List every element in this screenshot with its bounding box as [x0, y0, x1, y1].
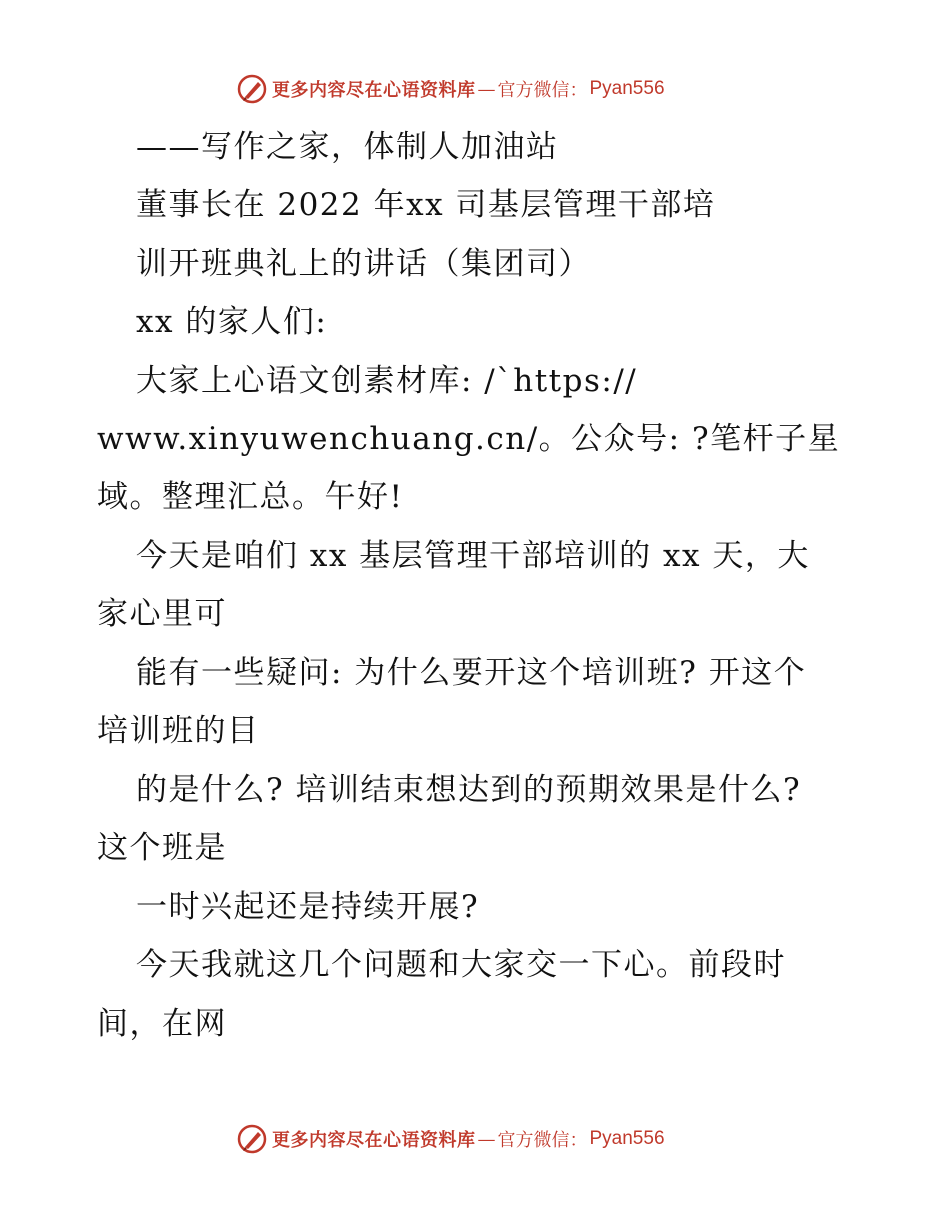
pen-in-circle-logo-icon — [236, 73, 268, 105]
text-line: 今天我就这几个问题和大家交一下心。前段时 — [136, 947, 786, 983]
text-line: 今天是咱们 xx 基层管理干部培训的 xx 天，大 — [136, 538, 810, 574]
banner-label: 官方微信： — [497, 80, 588, 101]
text-line: 培训班的目 — [97, 713, 260, 749]
text-line: xx 的家人们: — [136, 304, 328, 340]
text-line: 这个班是 — [97, 830, 227, 866]
text-line: 家心里可 — [97, 596, 227, 632]
banner-main-text: 更多内容尽在心语资料库 — [272, 80, 476, 101]
header-banner — [236, 72, 665, 106]
text-line: www.xinyuwenchuang.cn/。公众号: ?笔杆子星 — [97, 421, 841, 457]
text-line: 一时兴起还是持续开展? — [136, 889, 480, 925]
footer-banner — [236, 1122, 665, 1156]
banner-label: 官方微信： — [497, 1130, 588, 1151]
text-line: 能有一些疑问: 为什么要开这个培训班? 开这个 — [136, 655, 807, 691]
text-line: 域。整理汇总。午好! — [97, 479, 404, 515]
banner-handle: Pyan556 — [589, 78, 665, 99]
banner-separator: — — [477, 78, 496, 100]
text-line: 董事长在 2022 年xx 司基层管理干部培 — [136, 187, 716, 223]
banner-separator: — — [477, 1128, 496, 1150]
banner-main-text: 更多内容尽在心语资料库 — [272, 1130, 476, 1151]
text-line: ——写作之家，体制人加油站 — [136, 129, 559, 165]
text-line: 间，在网 — [97, 1006, 227, 1042]
banner-handle: Pyan556 — [589, 1128, 665, 1149]
text-line: 训开班典礼上的讲话（集团司） — [136, 246, 591, 282]
pen-in-circle-logo-icon — [236, 1123, 268, 1155]
text-line: 大家上心语文创素材库: /`https:// — [136, 363, 638, 399]
text-line: 的是什么? 培训结束想达到的预期效果是什么? — [136, 772, 802, 808]
